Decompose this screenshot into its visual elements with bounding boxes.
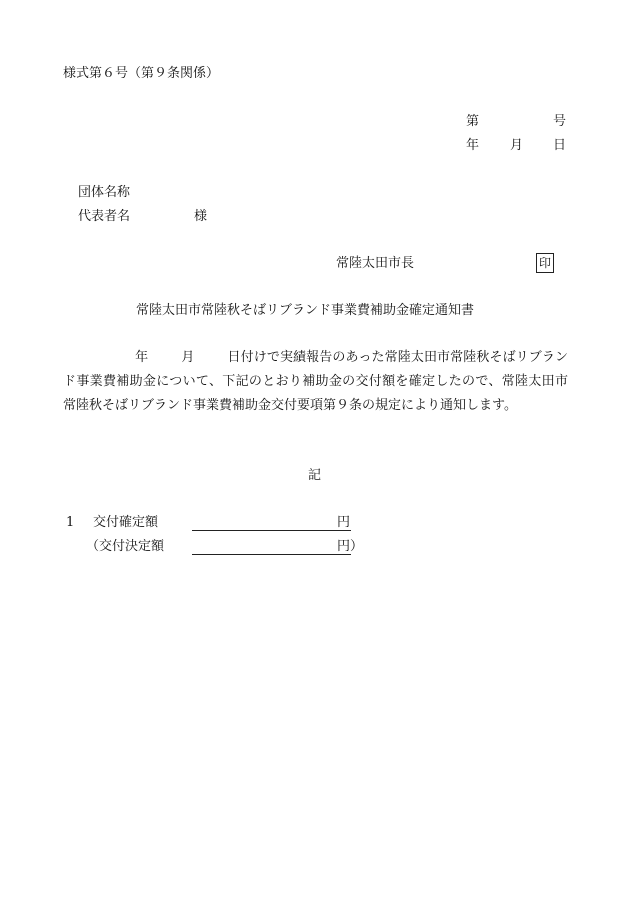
decided-amount-label: （交付決定額 [86,539,165,554]
doc-number-suffix: 号 [553,114,567,129]
issuer-name: 常陸太田市長 [336,256,415,271]
confirmed-amount-label: 交付確定額 [93,515,159,530]
ki-heading: 記 [308,468,322,483]
date-month: 月 [510,138,524,153]
body-year: 年 [135,350,149,365]
addressee-honorific: 様 [194,209,208,224]
addressee-rep-label: 代表者名 [78,209,131,224]
confirmed-amount-blank [192,530,351,531]
date-year: 年 [466,138,480,153]
document-title: 常陸太田市常陸秋そばリブランド事業費補助金確定通知書 [136,303,475,318]
form-number: 様式第６号（第９条関係） [63,66,220,81]
confirmed-amount-unit: 円 [337,515,351,530]
seal-stamp: 印 [536,253,554,273]
decided-amount-blank [192,554,351,555]
doc-number-prefix: 第 [466,114,480,129]
body-text: 日付けで実績報告のあった常陸太田市常陸秋そばリブランド事業費補助金について、下記のとおり補助金の交付額を確定したので、常陸太田市常陸秋そばリブランド事業費補助金交付要項第９条の規定により通知します。 [63,350,568,413]
date-day: 日 [553,138,567,153]
addressee-org-label: 団体名称 [78,185,131,200]
body-month: 月 [181,350,195,365]
body-paragraph [63,346,568,418]
decided-amount-unit: 円） [337,539,364,554]
item-number: 1 [66,515,75,530]
